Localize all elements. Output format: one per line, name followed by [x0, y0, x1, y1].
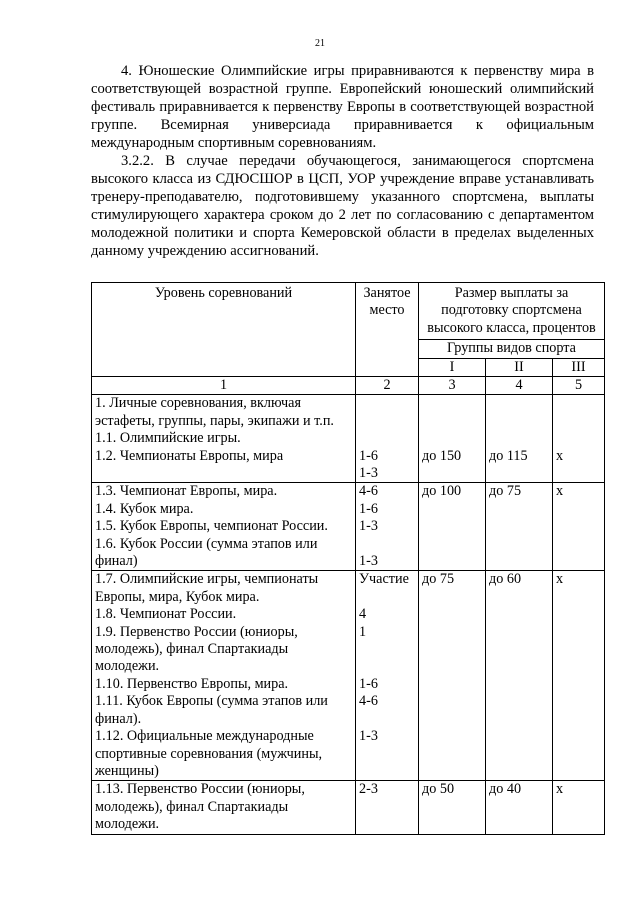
level-item: 1. Личные соревнования, включая эстафеты, группы, пары, экипажи и т.п.: [95, 395, 334, 429]
header-groups: Группы видов спорта: [419, 340, 605, 358]
page-number: 21: [315, 38, 325, 49]
place-value: 2-3: [359, 781, 378, 798]
group-3-value: х: [556, 571, 564, 588]
level-item: 1.13. Первенство России (юниоры, молодежь), финал Спартакиады молодежи.: [95, 781, 305, 833]
group-3-cell: [553, 395, 605, 483]
group-1-cell: [419, 571, 486, 781]
place-value: 4-6: [359, 483, 378, 500]
level-item: 1.9. Первенство России (юниоры, молодежь), финал Спартакиады молодежи.: [95, 623, 298, 675]
table-row: [92, 571, 605, 781]
level-item: 1.5. Кубок Европы, чемпионат России.: [95, 518, 328, 535]
group-1-cell: [419, 395, 486, 483]
header-level: Уровень соревнований: [92, 283, 356, 377]
group-2-value: до 75: [489, 483, 522, 500]
competition-levels-table: [91, 282, 605, 835]
column-number: 1: [92, 377, 356, 395]
level-item: 1.2. Чемпионаты Европы, мира: [95, 447, 284, 464]
level-cell: [92, 571, 356, 781]
group-1-value: до 100: [422, 483, 462, 500]
group-2-cell: [486, 395, 553, 483]
group-1-value: до 50: [422, 781, 455, 798]
header-group-1: I: [419, 358, 486, 376]
column-number: 5: [553, 377, 605, 395]
level-item: 1.10. Первенство Европы, мира.: [95, 675, 289, 692]
paragraph-youth-olympics: 4. Юношеские Олимпийские игры приравниваются к первенству мира в соответствующей возрастной группе. Европейский юношеский олимпийский фестиваль приравнивается к первенству Европы в соответствующей возрастной группе. Всемирная универсиада приравнивается к официальным международным спортивным соревнованиям.: [91, 63, 594, 151]
group-3-cell: [553, 483, 605, 571]
group-2-cell: [486, 571, 553, 781]
group-3-value: х: [556, 781, 564, 798]
table-row: [92, 781, 605, 834]
place-value: 1-6: [359, 447, 378, 464]
place-value: Участие: [359, 571, 409, 588]
group-1-value: до 150: [422, 447, 462, 464]
column-number: 4: [486, 377, 553, 395]
group-3-cell: [553, 781, 605, 834]
level-item: 1.4. Кубок мира.: [95, 500, 194, 517]
column-number: 2: [356, 377, 419, 395]
level-item: 1.8. Чемпионат России.: [95, 606, 237, 623]
level-item: 1.1. Олимпийские игры.: [95, 430, 241, 447]
level-item: 1.12. Официальные международные спортивные соревнования (мужчины, женщины): [95, 728, 323, 779]
group-1-cell: [419, 781, 486, 834]
group-1-cell: [419, 483, 486, 571]
table-column-numbers-row: [92, 377, 605, 395]
place-value: 1: [359, 623, 367, 640]
group-1-value: до 75: [422, 571, 455, 588]
header-group-3: III: [553, 358, 605, 376]
group-2-cell: [486, 483, 553, 571]
level-item: 1.3. Чемпионат Европы, мира.: [95, 483, 278, 500]
place-value: 4-6: [359, 693, 378, 710]
place-value: 1-3: [359, 465, 378, 482]
place-value: 1-6: [359, 675, 378, 692]
place-value: 1-3: [359, 728, 378, 745]
level-cell: [92, 781, 356, 834]
place-value: 1-3: [359, 518, 378, 535]
level-cell: [92, 395, 356, 483]
place-cell: [356, 781, 419, 834]
group-3-cell: [553, 571, 605, 781]
level-cell: [92, 483, 356, 571]
table-row: [92, 395, 605, 483]
place-cell: [356, 395, 419, 483]
place-cell: [356, 571, 419, 781]
table-header-row: [92, 283, 605, 340]
group-3-value: х: [556, 483, 564, 500]
column-number: 3: [419, 377, 486, 395]
place-value: 4: [359, 606, 367, 623]
place-value: 1-3: [359, 553, 378, 570]
header-group-2: II: [486, 358, 553, 376]
group-2-value: до 40: [489, 781, 522, 798]
header-payment: Размер выплаты за подготовку спортсмена высокого класса, процентов: [419, 283, 605, 340]
header-place: Занятое место: [356, 283, 419, 377]
group-3-value: х: [556, 447, 564, 464]
group-2-value: до 115: [489, 447, 528, 464]
level-item: 1.7. Олимпийские игры, чемпионаты Европы, мира, Кубок мира.: [95, 571, 319, 605]
paragraph-transfer-payments: 3.2.2. В случае передачи обучающегося, занимающегося спортсмена высокого класса из СДЮСШОР в ЦСП, УОР учреждение вправе устанавливать тренеру-преподавателю, подготовившему указанного спортсмена, выплаты стимулирующего характера сроком до 2 лет по согласованию с департаментом молодежной политики и спорта Кемеровской области в пределах выделенных данному учреждению ассигнований.: [91, 153, 594, 259]
level-item: 1.11. Кубок Европы (сумма этапов или финал).: [95, 693, 328, 727]
place-cell: [356, 483, 419, 571]
level-item: 1.6. Кубок России (сумма этапов или финал): [95, 535, 318, 570]
group-2-value: до 60: [489, 571, 522, 588]
place-value: 1-6: [359, 500, 378, 517]
group-2-cell: [486, 781, 553, 834]
table-row: [92, 483, 605, 571]
